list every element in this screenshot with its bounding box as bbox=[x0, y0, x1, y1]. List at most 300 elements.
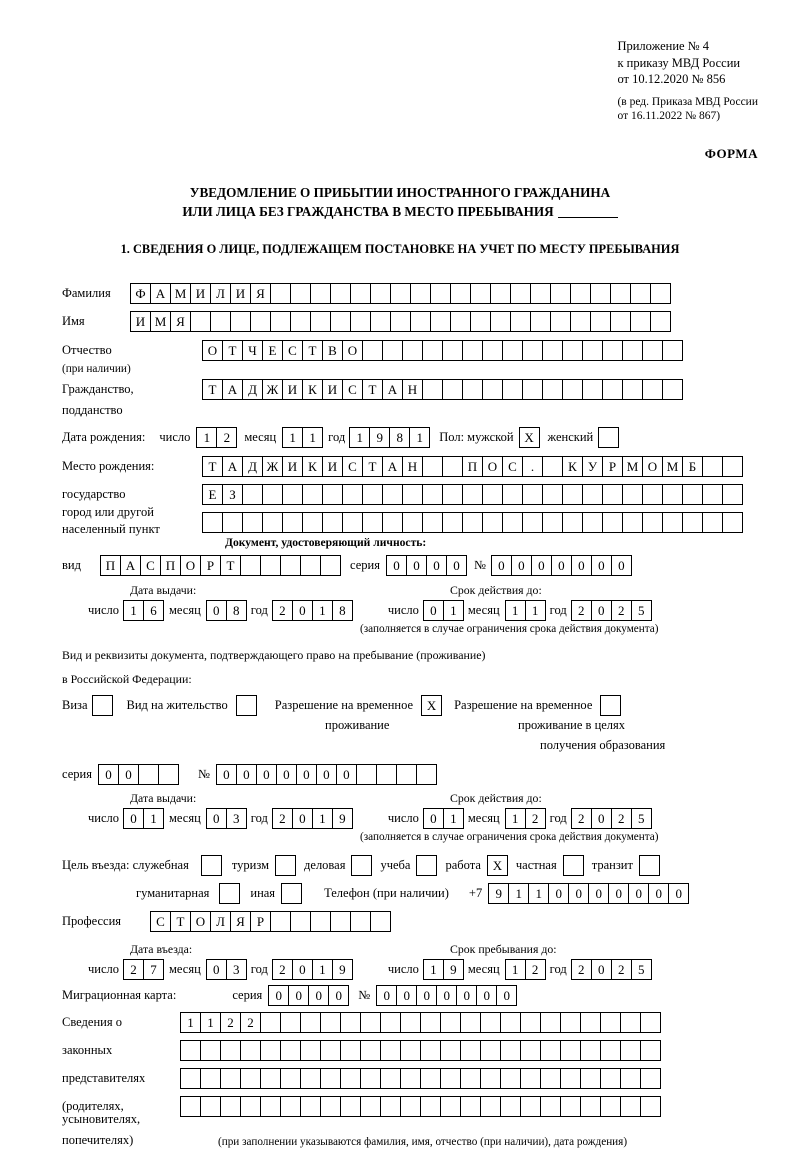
input-cell[interactable] bbox=[280, 1096, 301, 1117]
input-cell[interactable] bbox=[200, 1040, 221, 1061]
input-cell[interactable] bbox=[440, 1068, 461, 1089]
input-cell[interactable] bbox=[580, 1096, 601, 1117]
input-cell[interactable] bbox=[280, 1068, 301, 1089]
input-cell[interactable]: 9 bbox=[443, 959, 464, 980]
input-cell[interactable] bbox=[460, 1040, 481, 1061]
input-cell[interactable] bbox=[362, 484, 383, 505]
input-cell[interactable] bbox=[370, 283, 391, 304]
input-cell[interactable]: А bbox=[150, 283, 171, 304]
input-cell[interactable]: 0 bbox=[456, 985, 477, 1006]
permit-number-cells[interactable] bbox=[216, 764, 436, 785]
input-cell[interactable]: Р bbox=[602, 456, 623, 477]
input-cell[interactable] bbox=[582, 379, 603, 400]
input-cell[interactable] bbox=[260, 1012, 281, 1033]
input-cell[interactable]: Н bbox=[402, 456, 423, 477]
input-cell[interactable] bbox=[640, 1068, 661, 1089]
input-cell[interactable] bbox=[522, 340, 543, 361]
input-cell[interactable] bbox=[158, 764, 179, 785]
input-cell[interactable] bbox=[482, 512, 503, 533]
input-cell[interactable] bbox=[280, 1012, 301, 1033]
legal-rep-cells-row4[interactable] bbox=[180, 1096, 660, 1117]
input-cell[interactable] bbox=[662, 379, 683, 400]
input-cell[interactable]: 9 bbox=[332, 959, 353, 980]
input-cell[interactable] bbox=[422, 484, 443, 505]
input-cell[interactable]: 1 bbox=[505, 959, 526, 980]
input-cell[interactable] bbox=[180, 1096, 201, 1117]
input-cell[interactable]: 0 bbox=[396, 985, 417, 1006]
issue-day-cells[interactable] bbox=[123, 600, 163, 621]
input-cell[interactable] bbox=[450, 311, 471, 332]
input-cell[interactable] bbox=[270, 283, 291, 304]
input-cell[interactable]: 0 bbox=[336, 764, 357, 785]
input-cell[interactable] bbox=[240, 1068, 261, 1089]
permit-issue-year-cells[interactable] bbox=[272, 808, 352, 829]
input-cell[interactable]: 3 bbox=[226, 959, 247, 980]
input-cell[interactable] bbox=[610, 311, 631, 332]
input-cell[interactable] bbox=[622, 340, 643, 361]
input-cell[interactable]: 0 bbox=[308, 985, 329, 1006]
input-cell[interactable] bbox=[722, 456, 743, 477]
input-cell[interactable] bbox=[502, 484, 523, 505]
input-cell[interactable]: 0 bbox=[376, 985, 397, 1006]
input-cell[interactable]: С bbox=[342, 456, 363, 477]
input-cell[interactable] bbox=[470, 283, 491, 304]
input-cell[interactable] bbox=[262, 484, 283, 505]
input-cell[interactable]: Ж bbox=[262, 456, 283, 477]
input-cell[interactable]: Д bbox=[242, 379, 263, 400]
input-cell[interactable]: 0 bbox=[416, 985, 437, 1006]
input-cell[interactable]: 0 bbox=[98, 764, 119, 785]
input-cell[interactable]: 0 bbox=[292, 808, 313, 829]
input-cell[interactable]: 0 bbox=[423, 808, 444, 829]
input-cell[interactable]: С bbox=[502, 456, 523, 477]
input-cell[interactable] bbox=[342, 512, 363, 533]
input-cell[interactable] bbox=[620, 1068, 641, 1089]
input-cell[interactable] bbox=[402, 340, 423, 361]
input-cell[interactable]: 2 bbox=[123, 959, 144, 980]
input-cell[interactable]: 1 bbox=[528, 883, 549, 904]
input-cell[interactable] bbox=[340, 1012, 361, 1033]
input-cell[interactable]: 0 bbox=[206, 600, 227, 621]
input-cell[interactable] bbox=[290, 283, 311, 304]
issue-month-cells[interactable] bbox=[206, 600, 246, 621]
input-cell[interactable] bbox=[322, 484, 343, 505]
input-cell[interactable]: Я bbox=[230, 911, 251, 932]
surname-cells[interactable] bbox=[130, 283, 670, 304]
input-cell[interactable] bbox=[400, 1068, 421, 1089]
input-cell[interactable] bbox=[442, 512, 463, 533]
input-cell[interactable] bbox=[542, 340, 563, 361]
input-cell[interactable] bbox=[442, 456, 463, 477]
input-cell[interactable] bbox=[290, 311, 311, 332]
input-cell[interactable] bbox=[520, 1068, 541, 1089]
input-cell[interactable] bbox=[350, 283, 371, 304]
input-cell[interactable] bbox=[602, 512, 623, 533]
input-cell[interactable] bbox=[202, 512, 223, 533]
input-cell[interactable]: 0 bbox=[288, 985, 309, 1006]
input-cell[interactable] bbox=[530, 283, 551, 304]
input-cell[interactable]: 0 bbox=[588, 883, 609, 904]
input-cell[interactable] bbox=[310, 283, 331, 304]
name-cells[interactable] bbox=[130, 311, 670, 332]
input-cell[interactable] bbox=[290, 911, 311, 932]
input-cell[interactable]: 1 bbox=[505, 600, 526, 621]
input-cell[interactable] bbox=[550, 283, 571, 304]
birth-year-cells[interactable] bbox=[349, 427, 429, 448]
permit-series-cells[interactable] bbox=[98, 764, 178, 785]
input-cell[interactable] bbox=[650, 283, 671, 304]
input-cell[interactable] bbox=[370, 911, 391, 932]
input-cell[interactable] bbox=[682, 484, 703, 505]
input-cell[interactable]: 5 bbox=[631, 808, 652, 829]
permit-valid-year-cells[interactable] bbox=[571, 808, 651, 829]
input-cell[interactable]: А bbox=[382, 456, 403, 477]
input-cell[interactable] bbox=[480, 1096, 501, 1117]
input-cell[interactable] bbox=[510, 283, 531, 304]
input-cell[interactable] bbox=[602, 340, 623, 361]
purpose-service-checkbox[interactable] bbox=[201, 855, 222, 876]
input-cell[interactable] bbox=[560, 1096, 581, 1117]
input-cell[interactable] bbox=[350, 911, 371, 932]
input-cell[interactable] bbox=[722, 512, 743, 533]
input-cell[interactable]: Т bbox=[302, 340, 323, 361]
input-cell[interactable] bbox=[430, 283, 451, 304]
input-cell[interactable] bbox=[330, 911, 351, 932]
input-cell[interactable] bbox=[482, 484, 503, 505]
input-cell[interactable] bbox=[642, 484, 663, 505]
input-cell[interactable] bbox=[610, 283, 631, 304]
input-cell[interactable]: 0 bbox=[268, 985, 289, 1006]
input-cell[interactable] bbox=[180, 1040, 201, 1061]
input-cell[interactable] bbox=[440, 1040, 461, 1061]
input-cell[interactable] bbox=[542, 379, 563, 400]
input-cell[interactable]: . bbox=[522, 456, 543, 477]
input-cell[interactable] bbox=[420, 1096, 441, 1117]
input-cell[interactable]: 0 bbox=[292, 600, 313, 621]
legal-rep-cells-row3[interactable] bbox=[180, 1068, 660, 1089]
input-cell[interactable] bbox=[662, 512, 683, 533]
input-cell[interactable] bbox=[220, 1040, 241, 1061]
input-cell[interactable]: 0 bbox=[591, 555, 612, 576]
input-cell[interactable] bbox=[310, 311, 331, 332]
input-cell[interactable]: 0 bbox=[206, 959, 227, 980]
input-cell[interactable] bbox=[620, 1096, 641, 1117]
migration-number-cells[interactable] bbox=[376, 985, 516, 1006]
birth-day-cells[interactable] bbox=[196, 427, 236, 448]
input-cell[interactable] bbox=[380, 1096, 401, 1117]
input-cell[interactable]: К bbox=[562, 456, 583, 477]
input-cell[interactable] bbox=[640, 1096, 661, 1117]
input-cell[interactable]: К bbox=[302, 379, 323, 400]
input-cell[interactable] bbox=[220, 1096, 241, 1117]
input-cell[interactable] bbox=[542, 484, 563, 505]
input-cell[interactable] bbox=[582, 484, 603, 505]
input-cell[interactable] bbox=[320, 1040, 341, 1061]
input-cell[interactable]: 0 bbox=[628, 883, 649, 904]
doc-number-cells[interactable] bbox=[491, 555, 631, 576]
input-cell[interactable]: 8 bbox=[332, 600, 353, 621]
input-cell[interactable] bbox=[360, 1068, 381, 1089]
permit-issue-day-cells[interactable] bbox=[123, 808, 163, 829]
input-cell[interactable]: 2 bbox=[272, 808, 293, 829]
input-cell[interactable]: Ф bbox=[130, 283, 151, 304]
input-cell[interactable]: 0 bbox=[123, 808, 144, 829]
input-cell[interactable] bbox=[220, 1068, 241, 1089]
input-cell[interactable]: 2 bbox=[611, 600, 632, 621]
input-cell[interactable] bbox=[222, 512, 243, 533]
input-cell[interactable] bbox=[330, 283, 351, 304]
citizenship-cells[interactable] bbox=[202, 379, 682, 400]
input-cell[interactable] bbox=[422, 379, 443, 400]
input-cell[interactable]: 0 bbox=[591, 808, 612, 829]
input-cell[interactable] bbox=[522, 379, 543, 400]
valid-day-cells[interactable] bbox=[423, 600, 463, 621]
input-cell[interactable] bbox=[300, 1068, 321, 1089]
input-cell[interactable]: И bbox=[282, 456, 303, 477]
input-cell[interactable] bbox=[322, 512, 343, 533]
input-cell[interactable]: 0 bbox=[571, 555, 592, 576]
birth-place-cells-row3[interactable] bbox=[202, 512, 742, 533]
input-cell[interactable] bbox=[360, 1012, 381, 1033]
input-cell[interactable] bbox=[442, 379, 463, 400]
input-cell[interactable] bbox=[260, 1068, 281, 1089]
input-cell[interactable] bbox=[356, 764, 377, 785]
input-cell[interactable]: 0 bbox=[611, 555, 632, 576]
profession-cells[interactable] bbox=[150, 911, 390, 932]
input-cell[interactable]: Т bbox=[202, 379, 223, 400]
sex-male-checkbox[interactable]: X bbox=[519, 427, 540, 448]
input-cell[interactable] bbox=[340, 1068, 361, 1089]
input-cell[interactable]: 1 bbox=[409, 427, 430, 448]
input-cell[interactable]: Т bbox=[170, 911, 191, 932]
input-cell[interactable] bbox=[642, 379, 663, 400]
input-cell[interactable]: Т bbox=[220, 555, 241, 576]
input-cell[interactable]: 1 bbox=[282, 427, 303, 448]
input-cell[interactable]: 0 bbox=[591, 959, 612, 980]
input-cell[interactable]: 0 bbox=[476, 985, 497, 1006]
input-cell[interactable] bbox=[642, 340, 663, 361]
input-cell[interactable] bbox=[510, 311, 531, 332]
input-cell[interactable] bbox=[500, 1096, 521, 1117]
input-cell[interactable]: С bbox=[140, 555, 161, 576]
input-cell[interactable] bbox=[502, 340, 523, 361]
input-cell[interactable]: 1 bbox=[525, 600, 546, 621]
input-cell[interactable] bbox=[662, 484, 683, 505]
input-cell[interactable] bbox=[462, 340, 483, 361]
input-cell[interactable]: 0 bbox=[648, 883, 669, 904]
input-cell[interactable] bbox=[480, 1012, 501, 1033]
input-cell[interactable] bbox=[540, 1096, 561, 1117]
input-cell[interactable] bbox=[380, 1040, 401, 1061]
input-cell[interactable] bbox=[450, 283, 471, 304]
input-cell[interactable] bbox=[480, 1068, 501, 1089]
input-cell[interactable] bbox=[620, 1040, 641, 1061]
input-cell[interactable]: И bbox=[322, 379, 343, 400]
input-cell[interactable] bbox=[522, 484, 543, 505]
input-cell[interactable]: 0 bbox=[316, 764, 337, 785]
input-cell[interactable] bbox=[370, 311, 391, 332]
input-cell[interactable]: В bbox=[322, 340, 343, 361]
input-cell[interactable]: У bbox=[582, 456, 603, 477]
input-cell[interactable]: Я bbox=[170, 311, 191, 332]
input-cell[interactable]: 8 bbox=[226, 600, 247, 621]
input-cell[interactable] bbox=[422, 456, 443, 477]
input-cell[interactable]: 0 bbox=[216, 764, 237, 785]
input-cell[interactable]: 1 bbox=[443, 600, 464, 621]
input-cell[interactable] bbox=[580, 1012, 601, 1033]
input-cell[interactable]: 0 bbox=[531, 555, 552, 576]
input-cell[interactable]: О bbox=[642, 456, 663, 477]
input-cell[interactable] bbox=[340, 1096, 361, 1117]
input-cell[interactable] bbox=[620, 1012, 641, 1033]
input-cell[interactable] bbox=[410, 311, 431, 332]
input-cell[interactable] bbox=[400, 1040, 421, 1061]
input-cell[interactable]: 0 bbox=[292, 959, 313, 980]
input-cell[interactable]: О bbox=[190, 911, 211, 932]
input-cell[interactable]: 2 bbox=[216, 427, 237, 448]
input-cell[interactable] bbox=[260, 555, 281, 576]
input-cell[interactable] bbox=[422, 340, 443, 361]
input-cell[interactable] bbox=[390, 283, 411, 304]
input-cell[interactable]: М bbox=[150, 311, 171, 332]
input-cell[interactable] bbox=[200, 1068, 221, 1089]
purpose-private-checkbox[interactable] bbox=[563, 855, 584, 876]
entry-month-cells[interactable] bbox=[206, 959, 246, 980]
input-cell[interactable] bbox=[402, 512, 423, 533]
input-cell[interactable] bbox=[640, 1012, 661, 1033]
input-cell[interactable] bbox=[262, 512, 283, 533]
input-cell[interactable] bbox=[280, 1040, 301, 1061]
input-cell[interactable] bbox=[500, 1012, 521, 1033]
input-cell[interactable] bbox=[200, 1096, 221, 1117]
input-cell[interactable] bbox=[380, 1012, 401, 1033]
input-cell[interactable] bbox=[570, 311, 591, 332]
edu-residence-checkbox[interactable] bbox=[600, 695, 621, 716]
input-cell[interactable]: 2 bbox=[240, 1012, 261, 1033]
input-cell[interactable]: 5 bbox=[631, 600, 652, 621]
input-cell[interactable]: 0 bbox=[423, 600, 444, 621]
input-cell[interactable] bbox=[602, 379, 623, 400]
purpose-study-checkbox[interactable] bbox=[416, 855, 437, 876]
input-cell[interactable] bbox=[622, 512, 643, 533]
purpose-work-checkbox[interactable]: X bbox=[487, 855, 508, 876]
input-cell[interactable] bbox=[180, 1068, 201, 1089]
input-cell[interactable] bbox=[530, 311, 551, 332]
input-cell[interactable]: И bbox=[322, 456, 343, 477]
phone-cells[interactable] bbox=[488, 883, 688, 904]
input-cell[interactable] bbox=[490, 311, 511, 332]
input-cell[interactable]: О bbox=[202, 340, 223, 361]
input-cell[interactable]: 1 bbox=[143, 808, 164, 829]
input-cell[interactable]: И bbox=[282, 379, 303, 400]
input-cell[interactable]: А bbox=[120, 555, 141, 576]
input-cell[interactable]: 0 bbox=[296, 764, 317, 785]
birth-place-cells-row1[interactable] bbox=[202, 456, 742, 477]
input-cell[interactable] bbox=[380, 1068, 401, 1089]
input-cell[interactable]: 0 bbox=[551, 555, 572, 576]
input-cell[interactable]: 6 bbox=[143, 600, 164, 621]
input-cell[interactable] bbox=[320, 1096, 341, 1117]
input-cell[interactable]: 2 bbox=[272, 600, 293, 621]
input-cell[interactable] bbox=[420, 1012, 441, 1033]
input-cell[interactable]: 7 bbox=[143, 959, 164, 980]
stay-day-cells[interactable] bbox=[423, 959, 463, 980]
input-cell[interactable]: 1 bbox=[508, 883, 529, 904]
issue-year-cells[interactable] bbox=[272, 600, 352, 621]
input-cell[interactable] bbox=[400, 1012, 421, 1033]
input-cell[interactable] bbox=[270, 311, 291, 332]
input-cell[interactable] bbox=[138, 764, 159, 785]
purpose-other-checkbox[interactable] bbox=[281, 883, 302, 904]
input-cell[interactable] bbox=[540, 1012, 561, 1033]
input-cell[interactable] bbox=[242, 512, 263, 533]
input-cell[interactable] bbox=[482, 340, 503, 361]
input-cell[interactable] bbox=[340, 1040, 361, 1061]
input-cell[interactable] bbox=[520, 1096, 541, 1117]
entry-year-cells[interactable] bbox=[272, 959, 352, 980]
sex-female-checkbox[interactable] bbox=[598, 427, 619, 448]
input-cell[interactable] bbox=[562, 340, 583, 361]
input-cell[interactable] bbox=[402, 484, 423, 505]
input-cell[interactable]: Р bbox=[200, 555, 221, 576]
input-cell[interactable] bbox=[430, 311, 451, 332]
input-cell[interactable]: 0 bbox=[406, 555, 427, 576]
permit-valid-day-cells[interactable] bbox=[423, 808, 463, 829]
input-cell[interactable] bbox=[600, 1012, 621, 1033]
input-cell[interactable] bbox=[230, 311, 251, 332]
input-cell[interactable]: 2 bbox=[220, 1012, 241, 1033]
input-cell[interactable] bbox=[462, 484, 483, 505]
input-cell[interactable]: 2 bbox=[571, 959, 592, 980]
doc-kind-cells[interactable] bbox=[100, 555, 340, 576]
input-cell[interactable]: 8 bbox=[389, 427, 410, 448]
input-cell[interactable]: 2 bbox=[611, 808, 632, 829]
input-cell[interactable]: Т bbox=[202, 456, 223, 477]
input-cell[interactable]: Т bbox=[222, 340, 243, 361]
input-cell[interactable] bbox=[702, 512, 723, 533]
input-cell[interactable]: Н bbox=[402, 379, 423, 400]
input-cell[interactable] bbox=[582, 340, 603, 361]
input-cell[interactable]: 5 bbox=[631, 959, 652, 980]
input-cell[interactable]: 0 bbox=[591, 600, 612, 621]
input-cell[interactable]: 1 bbox=[443, 808, 464, 829]
input-cell[interactable]: 0 bbox=[386, 555, 407, 576]
patronymic-cells[interactable] bbox=[202, 340, 682, 361]
input-cell[interactable] bbox=[440, 1096, 461, 1117]
input-cell[interactable]: 3 bbox=[226, 808, 247, 829]
input-cell[interactable]: 0 bbox=[118, 764, 139, 785]
input-cell[interactable] bbox=[640, 1040, 661, 1061]
input-cell[interactable] bbox=[562, 512, 583, 533]
input-cell[interactable] bbox=[300, 555, 321, 576]
purpose-business-checkbox[interactable] bbox=[351, 855, 372, 876]
input-cell[interactable] bbox=[400, 1096, 421, 1117]
input-cell[interactable]: Т bbox=[362, 379, 383, 400]
permit-issue-month-cells[interactable] bbox=[206, 808, 246, 829]
input-cell[interactable]: 0 bbox=[256, 764, 277, 785]
input-cell[interactable] bbox=[320, 555, 341, 576]
stay-year-cells[interactable] bbox=[571, 959, 651, 980]
input-cell[interactable] bbox=[410, 283, 431, 304]
input-cell[interactable] bbox=[590, 311, 611, 332]
input-cell[interactable] bbox=[470, 311, 491, 332]
input-cell[interactable]: С bbox=[342, 379, 363, 400]
input-cell[interactable] bbox=[330, 311, 351, 332]
input-cell[interactable]: 2 bbox=[525, 959, 546, 980]
input-cell[interactable]: 0 bbox=[436, 985, 457, 1006]
input-cell[interactable] bbox=[462, 379, 483, 400]
permit-valid-month-cells[interactable] bbox=[505, 808, 545, 829]
